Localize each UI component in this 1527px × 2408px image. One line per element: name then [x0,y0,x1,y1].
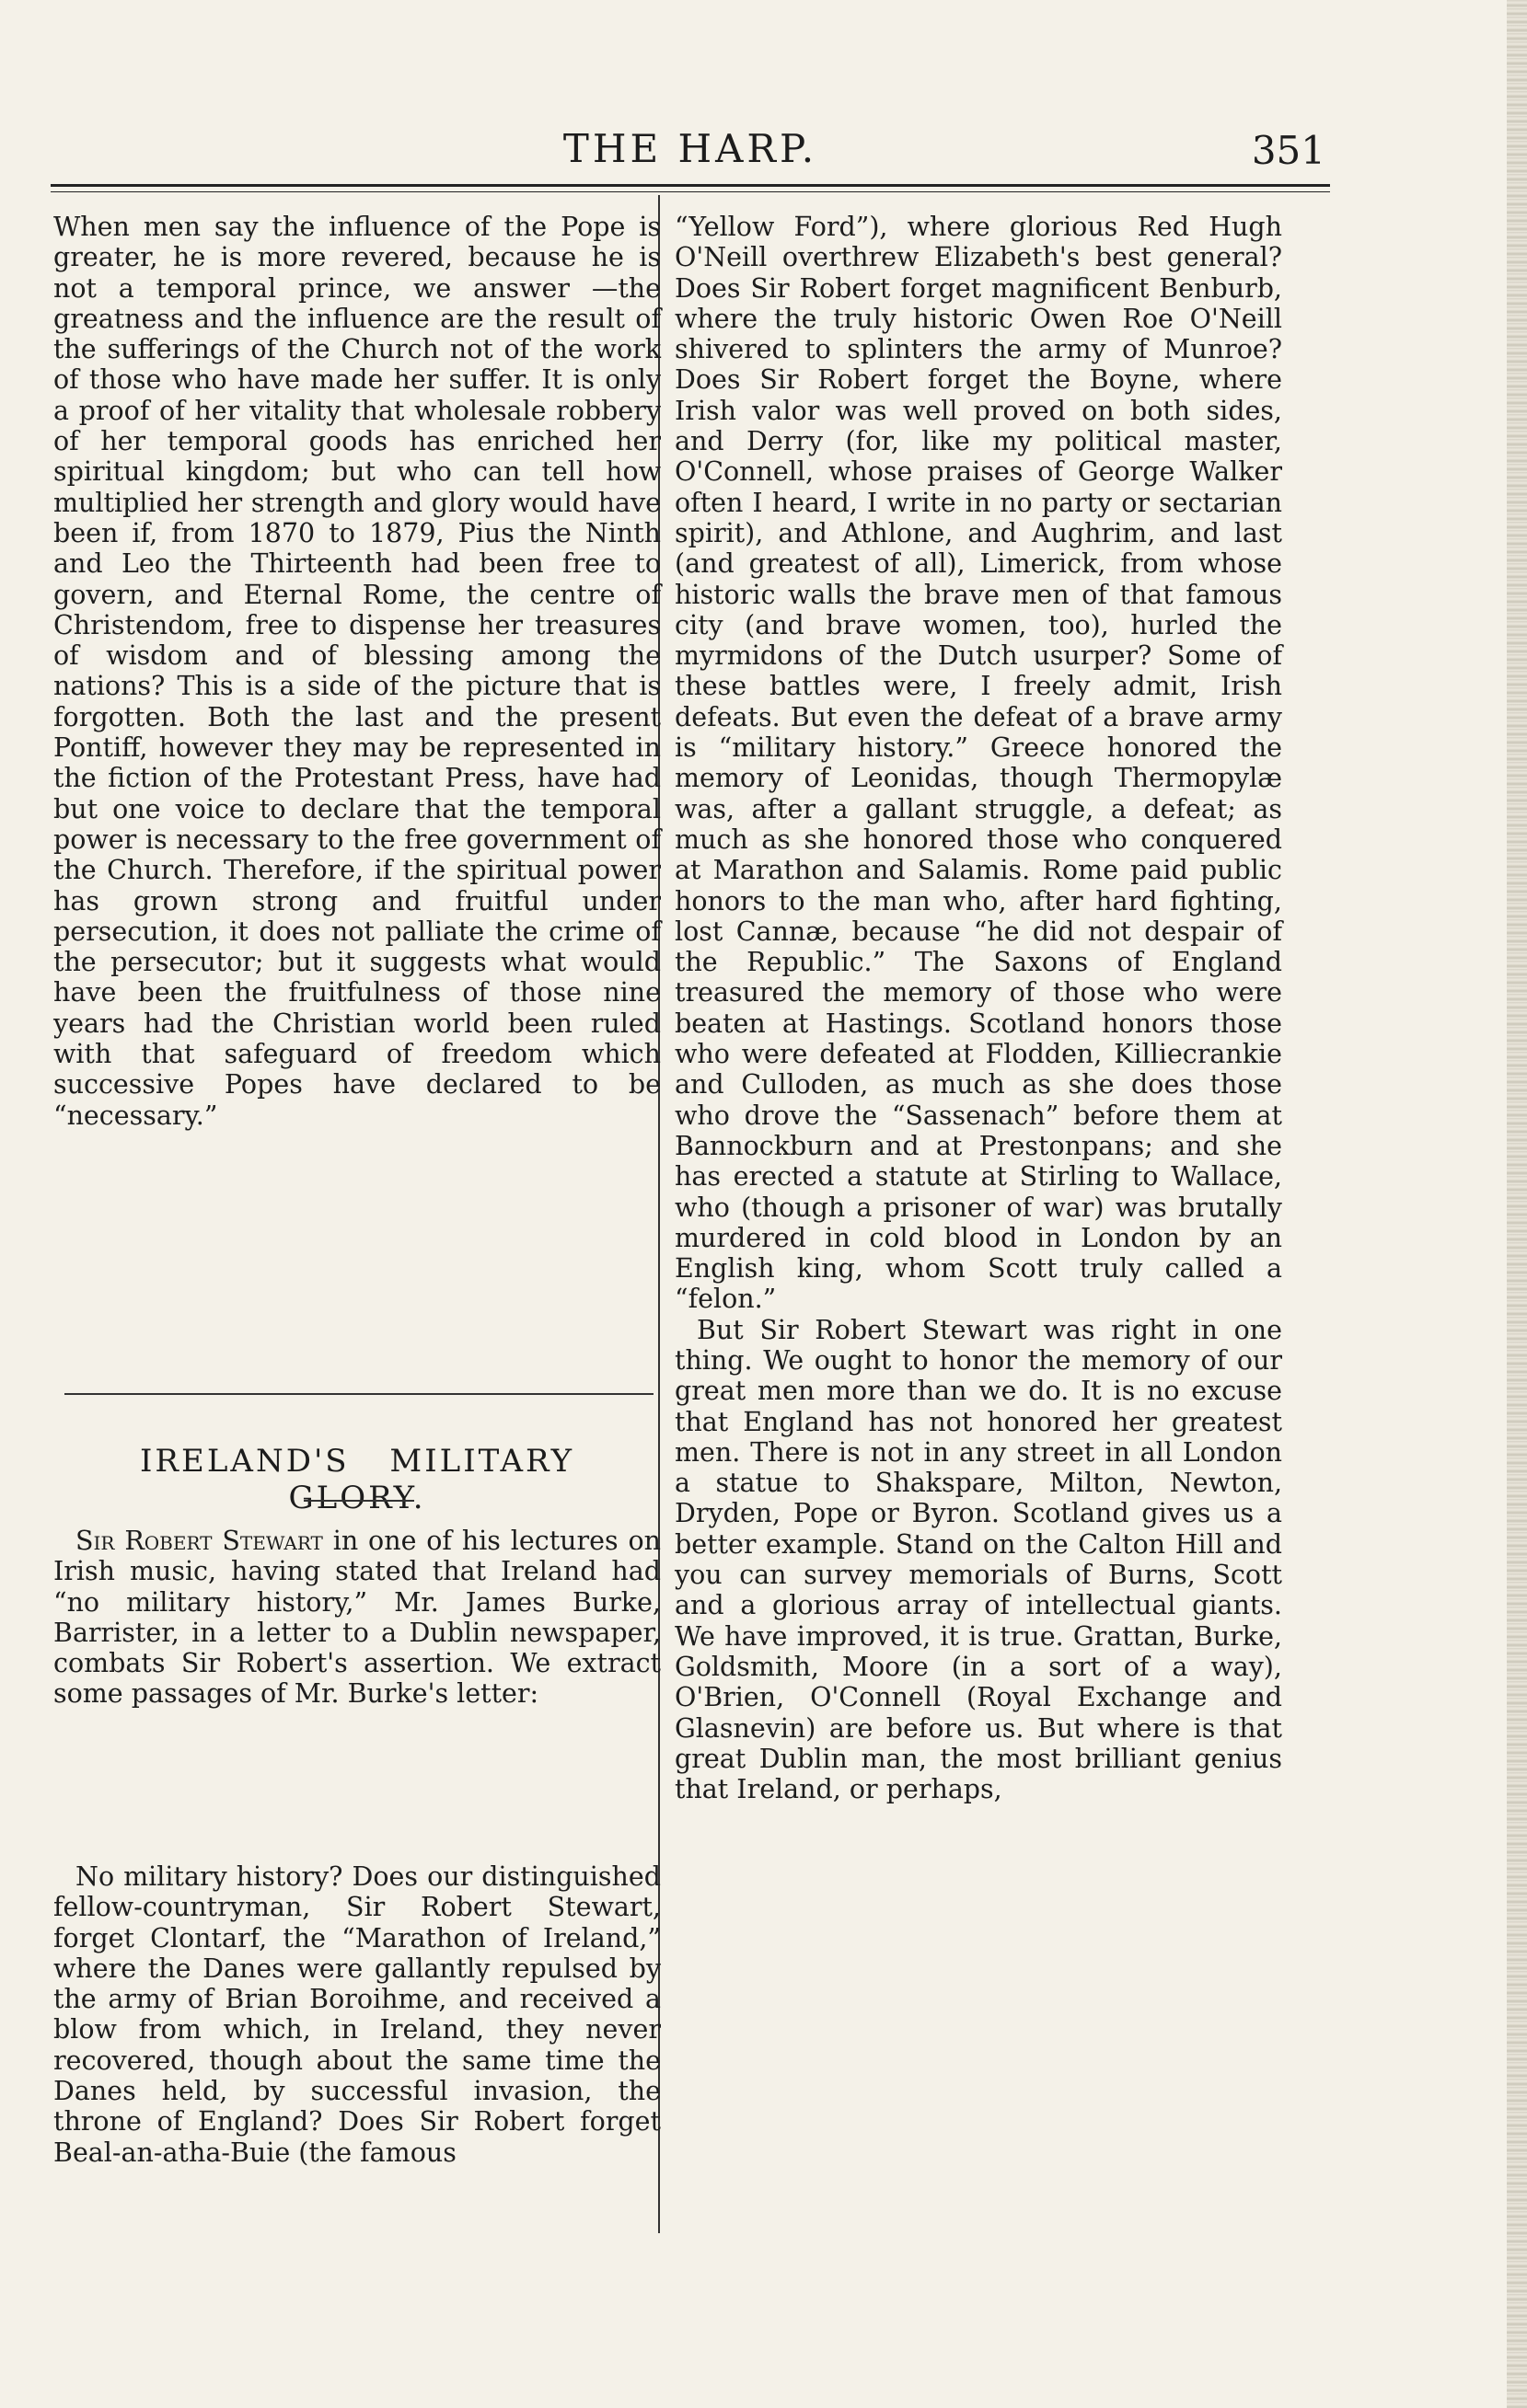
page-edge-binding [1507,0,1527,2408]
title-underline-rule [304,1500,414,1502]
left-column-continuation [53,212,661,1131]
intro-paragraph [53,1526,661,1710]
right-column [675,212,1282,1804]
page-number: 351 [1251,128,1325,173]
section-separator-rule [64,1393,654,1395]
article-intro [53,1526,661,1710]
letter-paragraph: No military history? Does our distinguished fellow-countryman, Sir Robert Stewart, forget Clontarf, the “Marathon of Ireland,” where the Danes were gallantly repulsed by the army of Brian Boroihme, and received a blow from which, in Ireland, they never recovered, though about the same time the Danes held, by successful invasion, the throne of England? Does Sir Robert forget Beal-an-atha-Buie (the famous [53,1861,661,2168]
article-title: IRELAND'S MILITARY GLORY. [139,1443,575,1516]
continued-paragraph: When men say the influence of the Pope is greater, he is more revered, because he is not a temporal prince, we answer —the greatness and the influence are the result of the sufferings of the Church not of the work of those who have made her suffer. It is only a proof of her vitality that wholesale robbery of her temporal goods has enriched her spiritual kingdom; but who can tell how multiplied her strength and glory would have been if, from 1870 to 1879, Pius the Ninth and Leo the Thirteenth had been free to govern, and Eternal Rome, the centre of Christendom, free to dispense her treasures of wisdom and of blessing among the nations? This is a side of the picture that is forgotten. Both the last and the present Pontiff, however they may be represented in the fiction of the Protestant Press, have had but one voice to declare that the temporal power is necessary to the free government of the Church. Therefore, if the spiritual power has grown strong and fruitful under persecution, it does not palliate the crime of the persecutor; but it suggests what would have been the fruitfulness of those nine years had the Christian world been ruled with that safeguard of freedom which successive Popes have declared to be “necessary.” [53,212,661,1131]
running-head-title: THE HARP. [562,126,818,171]
letter-paragraph-continued: “Yellow Ford”), where glorious Red Hugh O'Neill overthrew Elizabeth's best general? Does Sir Robert forget magnificent Benburb, where the truly historic Owen Roe O'Neill shivered to splinters the army of Munroe? Does Sir Robert forget the Boyne, where Irish valor was well proved on both sides, and Derry (for, like my political master, O'Connell, whose praises of George Walker often I heard, I write in no party or sectarian spirit), and Athlone, and Aughrim, and last (and greatest of all), Limerick, from whose historic walls the brave men of that famous city (and brave women, too), hurled the myrmidons of the Dutch usurper? Some of these battles were, I freely admit, Irish defeats. But even the defeat of a brave army is “military history.” Greece honored the memory of Leonidas, though Thermopylæ was, after a gallant struggle, a defeat; as much as she honored those who conquered at Marathon and Salamis. Rome paid public honors to the man who, after hard fighting, lost Cannæ, because “he did not despair of the Republic.” The Saxons of England treasured the memory of those who were beaten at Hastings. Scotland honors those who were defeated at Flodden, Killiecrankie and Culloden, as much as she does those who drove the “Sassenach” before them at Bannockburn and at Prestonpans; and she has erected a statute at Stirling to Wallace, who (though a prisoner of war) was brutally murdered in cold blood in London by an English king, whom Scott truly called a “felon.” [675,212,1282,1315]
header-rule-thick [51,184,1330,187]
header-rule-thin [51,191,1330,192]
letter-extract-start [53,1861,661,2168]
letter-paragraph-2: But Sir Robert Stewart was right in one thing. We ought to honor the memory of our great men more than we do. It is no excuse that England has not honored her greatest men. There is not in any street in all London a statue to Shakspare, Milton, Newton, Dryden, Pope or Byron. Scotland gives us a better example. Stand on the Calton Hill and you can survey memorials of Burns, Scott and a glorious array of intellectual giants. We have improved, it is true. Grattan, Burke, Goldsmith, Moore (in a sort of a way), O'Brien, O'Connell (Royal Exchange and Glasnevin) are before us. But where is that great Dublin man, the most brilliant genius that Ireland, or perhaps, [675,1314,1282,1805]
intro-text: in one of his lectures on Irish music, having stated that Ireland had “no military history,” Mr. James Burke, Barrister, in a letter to a Dublin newspaper, combats Sir Robert's assertion. We extract some passages of Mr. Burke's letter: [53,1526,661,1710]
intro-name: Sir Robert Stewart [75,1526,323,1556]
